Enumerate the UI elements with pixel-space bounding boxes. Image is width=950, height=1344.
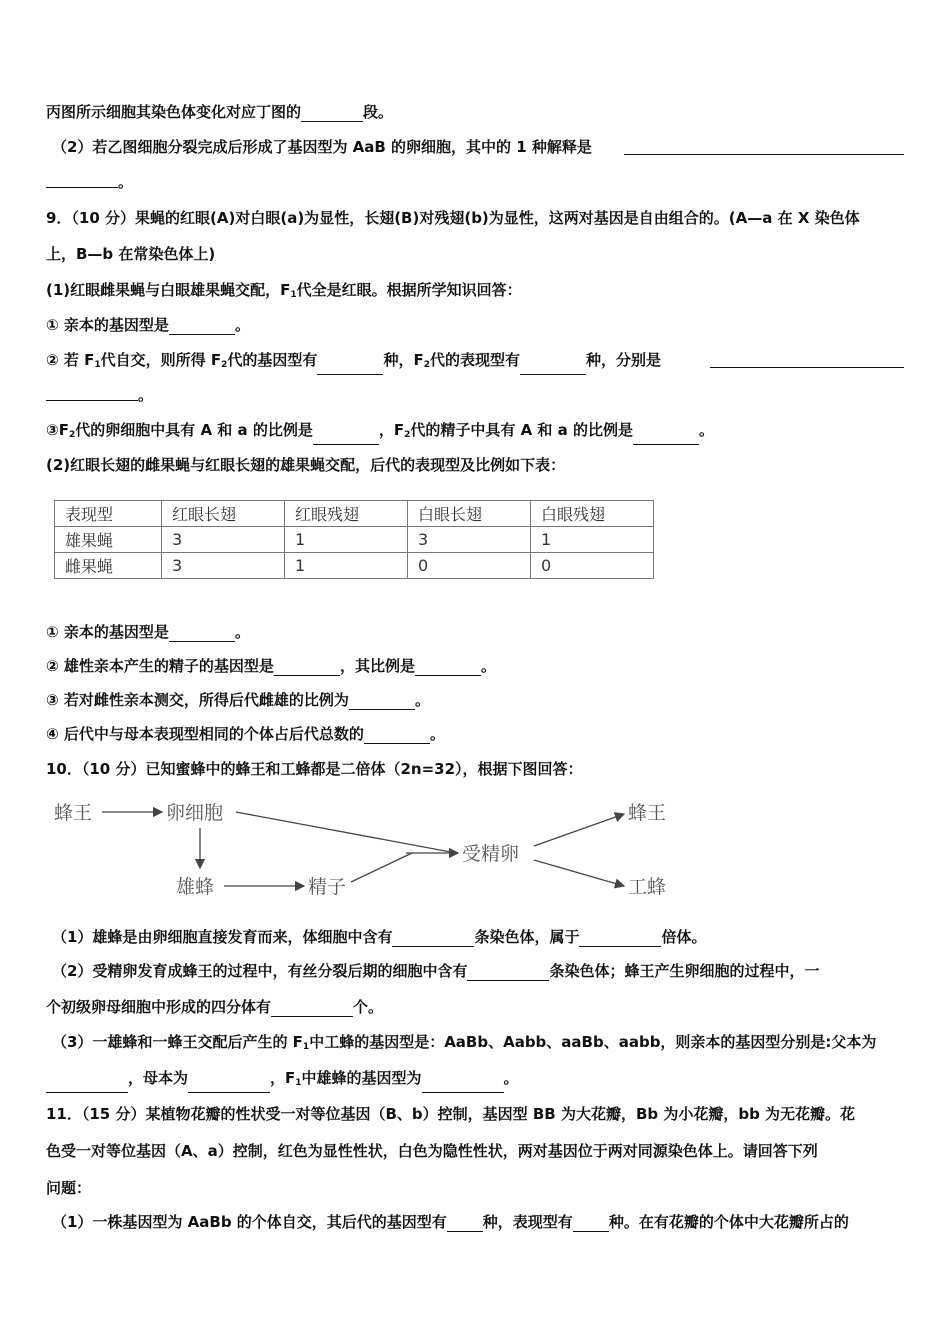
answer-blank[interactable] <box>573 1215 609 1232</box>
table-row <box>55 553 654 579</box>
table-header: 表现型 <box>55 501 162 527</box>
q8-2-line: （2）若乙图细胞分裂完成后形成了基因型为 AaB 的卵细胞，其中的 1 种解释是 <box>52 138 592 156</box>
table-cell: 0 <box>408 553 531 579</box>
label-queen: 蜂王 <box>54 802 93 824</box>
table-header-row <box>55 501 654 527</box>
table-cell: 1 <box>531 527 654 553</box>
table-cell: 1 <box>285 527 408 553</box>
table-header: 白眼长翅 <box>408 501 531 527</box>
q9-1-2-end: 。 <box>138 386 154 404</box>
answer-blank[interactable] <box>364 727 430 744</box>
answer-blank[interactable] <box>633 428 699 445</box>
q10-3-cont: ，母本为 ，$F_1$中雄蜂的基因型为 。 <box>46 1068 904 1093</box>
label-zygote: 受精卵 <box>462 843 520 865</box>
answer-blank[interactable] <box>313 428 379 445</box>
answer-blank[interactable] <box>624 136 904 155</box>
q9-2-4: ④ 后代中与母本表现型相同的个体占后代总数的 。 <box>46 725 445 743</box>
q11-heading-3: 问题： <box>46 1179 92 1197</box>
q9-1-3: $③F_2$代的卵细胞中具有 A 和 a 的比例是 ，$F_2$代的精子中具有 A 和 a 的比例是 。 <box>46 420 904 445</box>
answer-blank[interactable] <box>467 964 549 981</box>
q10-3: （3）一雄蜂和一蜂王交配后产生的 $F_1$中工蜂的基因型是：AaBb、Aabb、aaBb、aabb，则亲本的基因型分别是:父本为 <box>52 1033 877 1052</box>
table-row <box>55 527 654 553</box>
label-drone: 雄蜂 <box>176 876 215 898</box>
answer-blank[interactable] <box>169 625 235 642</box>
q10-heading: 10．（10 分）已知蜜蜂中的蜂王和工蜂都是二倍体（2n=32），根据下图回答： <box>46 760 583 778</box>
q8-end: 。 <box>118 173 134 191</box>
q9-heading: 9．（10 分）果蝇的红眼(A)对白眼(a)为显性，长翅(B)对残翅(b)为显性，这两对基因是自由组合的。(A—a 在 X 染色体 <box>46 209 860 227</box>
answer-blank[interactable] <box>271 1000 353 1017</box>
q9-1-2: ② 若 $F_1$代自交，则所得 $F_2$代的基因型有 种，$F_2$代的表现型有 种，分别是 <box>46 350 904 375</box>
bee-reproduction-diagram <box>46 790 686 910</box>
q9-part2: (2)红眼长翅的雌果蝇与红眼长翅的雄果蝇交配，后代的表现型及比例如下表： <box>46 456 566 474</box>
answer-blank[interactable] <box>520 358 586 375</box>
table-cell: 雌果蝇 <box>55 553 162 579</box>
arrow-zygote-to-worker <box>534 860 624 886</box>
answer-blank[interactable] <box>274 659 340 676</box>
q9-heading-2: 上，B—b 在常染色体上) <box>46 245 216 263</box>
table-cell: 3 <box>408 527 531 553</box>
q9-2-1: ① 亲本的基因型是 。 <box>46 623 250 641</box>
answer-blank[interactable] <box>169 318 235 335</box>
label-worker: 工蜂 <box>628 876 667 898</box>
answer-blank[interactable] <box>301 105 363 122</box>
answer-blank[interactable] <box>415 659 481 676</box>
q10-2-cont: 个初级卵母细胞中形成的四分体有 个。 <box>46 998 384 1016</box>
phenotype-table <box>54 500 654 579</box>
answer-blank[interactable] <box>447 1215 483 1232</box>
answer-blank[interactable] <box>46 382 138 401</box>
answer-blank[interactable] <box>710 349 904 368</box>
line-sperm-to-zygote <box>351 853 412 882</box>
q11-heading-2: 色受一对等位基因（A、a）控制，红色为显性性状，白色为隐性性状，两对基因位于两对同源染色体上。请回答下列 <box>46 1142 818 1160</box>
answer-blank[interactable] <box>317 358 383 375</box>
q9-2-2: ② 雄性亲本产生的精子的基因型是 ，其比例是 。 <box>46 657 496 675</box>
arrow-zygote-to-queen <box>534 814 624 846</box>
q11-1: （1）一株基因型为 AaBb 的个体自交，其后代的基因型有 种，表现型有 种。在有花瓣的个体中大花瓣所占的 <box>52 1213 849 1231</box>
label-queen-2: 蜂王 <box>628 802 667 824</box>
q11-heading: 11．（15 分）某植物花瓣的性状受一对等位基因（B、b）控制，基因型 BB 为大花瓣，Bb 为小花瓣，bb 为无花瓣。花 <box>46 1105 856 1123</box>
table-cell: 3 <box>162 553 285 579</box>
table-cell: 0 <box>531 553 654 579</box>
answer-blank[interactable] <box>579 930 661 947</box>
q9-1-1: ① 亲本的基因型是 。 <box>46 316 250 334</box>
answer-blank[interactable] <box>422 1076 504 1093</box>
label-egg: 卵细胞 <box>166 802 224 824</box>
line-egg-to-zygote <box>236 812 456 853</box>
q10-1: （1）雄蜂是由卵细胞直接发育而来，体细胞中含有 条染色体，属于 倍体。 <box>52 928 707 946</box>
table-cell: 3 <box>162 527 285 553</box>
q10-2: （2）受精卵发育成蜂王的过程中，有丝分裂后期的细胞中含有 条染色体；蜂王产生卵细胞的过程中，一 <box>52 962 820 980</box>
answer-blank[interactable] <box>392 930 474 947</box>
q9-2-3: ③ 若对雌性亲本测交，所得后代雌雄的比例为 。 <box>46 691 430 709</box>
table-cell: 1 <box>285 553 408 579</box>
answer-blank[interactable] <box>188 1076 270 1093</box>
table-header: 红眼长翅 <box>162 501 285 527</box>
answer-blank[interactable] <box>46 1076 128 1093</box>
table-header: 红眼残翅 <box>285 501 408 527</box>
table-cell: 雄果蝇 <box>55 527 162 553</box>
answer-blank[interactable] <box>46 169 118 188</box>
q8-line-1: 丙图所示细胞其染色体变化对应丁图的 段。 <box>46 103 394 121</box>
table-header: 白眼残翅 <box>531 501 654 527</box>
answer-blank[interactable] <box>349 693 415 710</box>
q9-part1: (1)红眼雌果蝇与白眼雄果蝇交配，$F_1$代全是红眼。根据所学知识回答： <box>46 281 522 300</box>
label-sperm: 精子 <box>308 876 347 898</box>
